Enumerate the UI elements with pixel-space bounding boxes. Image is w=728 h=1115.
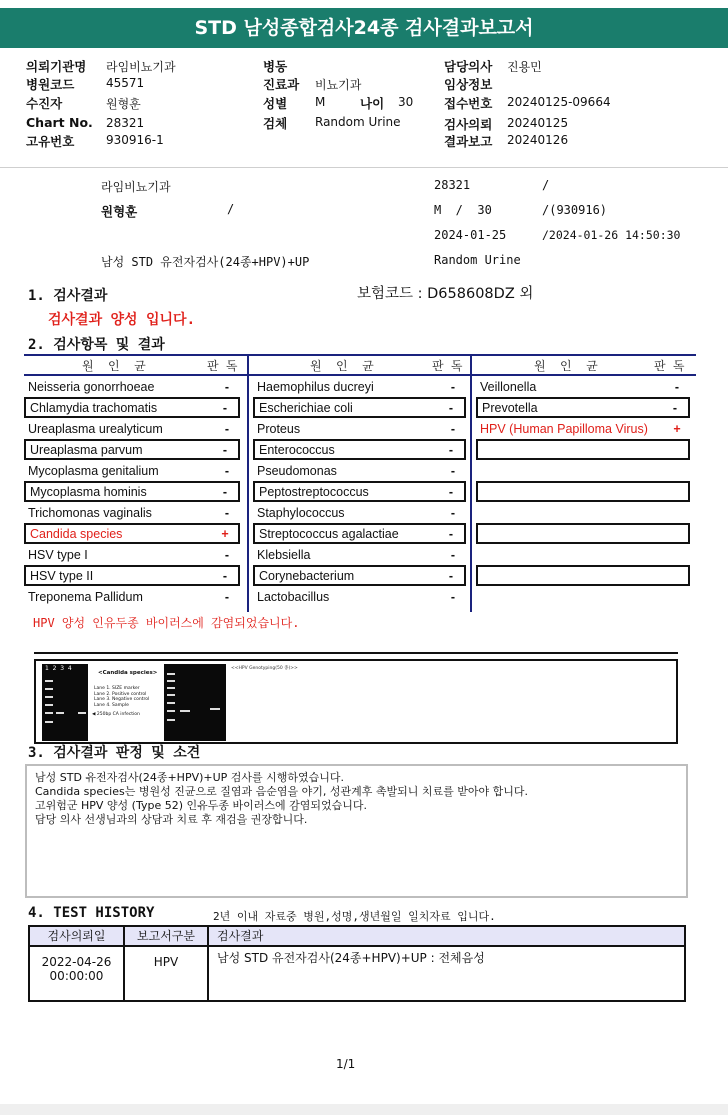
history-table [28,925,686,1002]
info-value-reported: 20240126 [507,133,569,147]
history-date-cell [30,947,125,1000]
info-label-hospital-code: 병원코드 [26,77,75,92]
result-row [476,460,690,481]
history-header-result: 검사결과 [217,929,264,943]
result-row [24,565,240,586]
col2-header-result: 판 독 [432,359,463,373]
result-row [24,544,240,565]
info-value-hospital-code: 45571 [106,76,145,90]
history-header-date: 검사의뢰일 [30,927,125,945]
result-sign: - [224,421,230,436]
gel-candida [42,664,88,741]
col1-header-result: 판 독 [207,359,238,373]
result-sign: - [448,484,454,499]
section-1-title: 1. 검사결과 [28,288,108,304]
info-label-age: 나이 [360,96,385,111]
summary-date-reported: /2024-01-26 14:50:30 [542,228,681,242]
info-label-clinical: 임상정보 [444,77,493,92]
gel-top-rule [34,652,678,654]
report-title: STD 남성종합검사24종 검사결과보고서 [0,8,728,48]
summary-patient: 원형훈 [101,204,138,219]
info-label-reported: 결과보고 [444,134,493,149]
info-value-institution: 라임비뇨기과 [106,60,176,74]
result-row [253,376,466,397]
info-label-chart: Chart No. [26,115,93,130]
info-label-requested: 검사의뢰 [444,117,493,132]
gel-hpv [164,664,226,741]
result-row [24,376,240,397]
result-sign: - [450,421,456,436]
organism-name: Prevotella [482,400,538,415]
col3-header-result: 판 독 [654,359,685,373]
info-label-ward: 병동 [263,59,288,74]
table-top-rule [24,354,696,356]
result-sign: - [222,568,228,583]
info-value-receipt-no: 20240125-09664 [507,95,611,109]
summary-sex-age: M / 30 [434,203,492,217]
remarks-box [25,764,688,898]
info-label-sex: 성별 [263,96,288,111]
result-row [476,481,690,502]
col3-header-organism: 원 인 균 [534,359,598,373]
result-row [253,418,466,439]
result-row [476,418,690,439]
organism-name: Klebsiella [257,547,311,562]
result-sign: - [448,442,454,457]
result-row [24,439,240,460]
page-number: 1/1 [336,1057,356,1071]
summary-slash-2: / [227,202,235,216]
result-sign: - [448,568,454,583]
result-sign: - [450,547,456,562]
col1-header-organism: 원 인 균 [82,359,146,373]
result-row [476,586,690,607]
remarks-line-2: Candida species는 병원성 진균으로 질염과 음순염을 야기, 성관계후 촉발되니 치료를 받아야 합니다. [35,785,528,798]
result-sign: - [672,400,678,415]
insurance-code: 보험코드 : D658608DZ 외 [357,286,534,302]
section-4-title: 4. TEST HISTORY [28,905,155,921]
history-time: 00:00:00 [49,969,104,983]
gel-legend-4: Lane 4. Sample [94,702,129,708]
history-note: 2년 이내 자료중 병원,성명,생년월일 일치자료 입니다. [213,910,496,923]
result-sign: - [224,379,230,394]
result-row [253,586,466,607]
table-divider-1 [247,354,249,612]
info-label-specimen: 검체 [263,116,288,131]
result-row [24,397,240,418]
result-sign: - [450,589,456,604]
organism-name: Escherichiae coli [259,400,353,415]
info-value-chart: 28321 [106,116,145,130]
page-bottom-bar [0,1104,728,1115]
result-row [476,523,690,544]
result-sign: - [222,484,228,499]
organism-name: HPV (Human Papilloma Virus) [480,421,648,436]
gel-legend [94,686,149,708]
info-value-dept: 비뇨기과 [315,78,362,92]
organism-name: Neisseria gonorrhoeae [28,379,155,394]
result-sign: - [674,379,680,394]
result-sign: - [448,400,454,415]
remarks-line-3: 고위험군 HPV 양성 (Type 52) 인유두종 바이러스에 감염되었습니다. [35,799,368,812]
result-row [476,565,690,586]
organism-name: Mycoplasma genitalium [28,463,159,478]
organism-name: Trichomonas vaginalis [28,505,152,520]
info-value-requested: 20240125 [507,116,569,130]
result-sign: - [450,505,456,520]
organism-name: Ureaplasma parvum [30,442,143,457]
remarks-line-1: 남성 STD 유전자검사(24종+HPV)+UP 검사를 시행하였습니다. [35,771,345,784]
gel-image [34,659,678,744]
result-row [476,397,690,418]
remarks-line-4: 담당 의사 선생님과의 상담과 치료 후 재검을 권장합니다. [35,813,308,826]
result-row [24,523,240,544]
header-divider [0,167,728,168]
col2-header-organism: 원 인 균 [310,359,374,373]
info-value-age: 30 [398,95,414,109]
gel-arrow-label: ◀ 250bp CA infection [92,712,140,717]
section-2-title: 2. 검사항목 및 결과 [28,337,165,353]
result-sign: - [222,442,228,457]
summary-slash-1: / [542,178,550,192]
gel-legend-2: Lane 2. Positive control [94,691,147,697]
result-sign: - [224,547,230,562]
info-label-dept: 진료과 [263,77,300,92]
summary-chart: 28321 [434,178,471,192]
organism-name: Streptococcus agalactiae [259,526,399,541]
gel-legend-3: Lane 3. Negative control [94,697,150,702]
result-sign: - [448,526,454,541]
gel-hpv-title: <<HPV Genotyping(50 종)>> [231,666,298,671]
results-column-3 [476,376,690,607]
history-header-row [30,927,684,947]
result-row [253,544,466,565]
history-type: HPV [125,947,209,1000]
result-sign: - [224,463,230,478]
result-row [24,586,240,607]
info-value-sex: M [315,95,326,109]
organism-name: Staphylococcus [257,505,345,520]
organism-name: Ureaplasma urealyticum [28,421,163,436]
organism-name: Pseudomonas [257,463,337,478]
gel-candida-title: <Candida species> [98,670,158,676]
info-label-unique-id: 고유번호 [26,134,75,149]
result-row [253,397,466,418]
summary-specimen: Random Urine [434,253,521,267]
hpv-note: HPV 양성 인유두종 바이러스에 감염되었습니다. [33,616,300,630]
organism-name: HSV type II [30,568,94,583]
organism-name: Proteus [257,421,301,436]
organism-name: Mycoplasma hominis [30,484,147,499]
history-header-type: 보고서구분 [125,927,209,945]
organism-name: Chlamydia trachomatis [30,400,158,415]
info-value-specimen: Random Urine [315,115,401,129]
result-sign: - [450,463,456,478]
info-value-unique-id: 930916-1 [106,133,164,147]
result-row [476,502,690,523]
organism-name: Candida species [30,526,123,541]
organism-name: HSV type I [28,547,88,562]
organism-name: Peptostreptococcus [259,484,369,499]
summary-test-name: 남성 STD 유전자검사(24종+HPV)+UP [101,255,310,269]
summary-id-short: /(930916) [542,203,608,217]
result-row [476,376,690,397]
info-value-patient: 원형훈 [106,97,141,111]
result-row [476,439,690,460]
result-row [253,439,466,460]
result-row [253,565,466,586]
history-row [30,947,684,1000]
organism-name: Veillonella [480,379,537,394]
overall-result: 검사결과 양성 입니다. [48,312,196,328]
results-table [24,354,696,614]
result-row [253,460,466,481]
result-row [253,523,466,544]
result-sign: - [450,379,456,394]
result-row [24,481,240,502]
result-sign: + [673,421,681,436]
history-result: 남성 STD 유전자검사(24종+HPV)+UP : 전체음성 [217,951,485,965]
section-3-title: 3. 검사결과 판정 및 소견 [28,745,201,761]
gel-legend-1: Lane 1. SIZE marker [94,686,140,691]
info-label-patient: 수진자 [26,96,63,111]
summary-hospital: 라임비뇨기과 [101,180,171,194]
results-column-2 [253,376,466,607]
info-label-receipt-no: 접수번호 [444,96,493,111]
result-sign: + [221,526,229,541]
history-date: 2022-04-26 [41,955,112,969]
organism-name: Haemophilus ducreyi [257,379,374,394]
result-row [253,502,466,523]
result-row [253,481,466,502]
result-sign: - [224,505,230,520]
result-sign: - [222,400,228,415]
organism-name: Corynebacterium [259,568,355,583]
result-sign: - [224,589,230,604]
results-column-1 [24,376,240,607]
info-label-doctor: 담당의사 [444,59,493,74]
result-row [24,418,240,439]
summary-date-received: 2024-01-25 [434,228,507,242]
result-row [476,544,690,565]
result-row [24,502,240,523]
organism-name: Lactobacillus [257,589,330,604]
table-divider-2 [470,354,472,612]
gel-lane-numbers: 1 2 3 4 [45,665,72,672]
info-value-doctor: 진용민 [507,60,542,74]
organism-name: Enterococcus [259,442,335,457]
organism-name: Treponema Pallidum [28,589,143,604]
result-row [24,460,240,481]
info-label-institution: 의뢰기관명 [26,59,87,74]
